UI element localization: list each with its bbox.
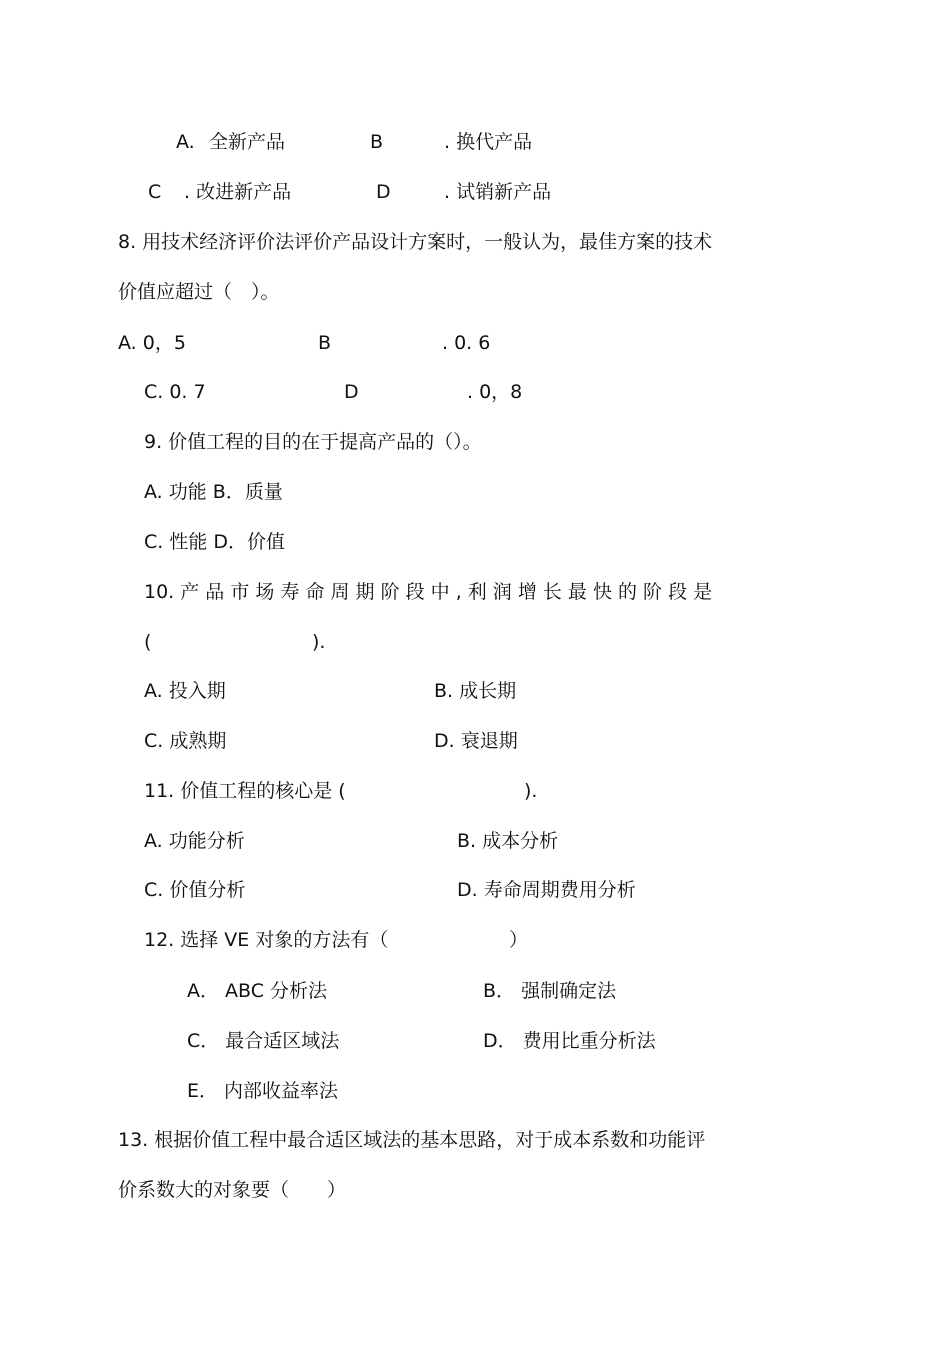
q9-stem: 9. 价值工程的目的在于提高产品的（）。 [144, 431, 482, 453]
q11-option-c: C. 价值分析 [144, 879, 246, 901]
q13-stem-line2: 价系数大的对象要（ ） [118, 1179, 347, 1201]
q9-options-cd: C. 性能 D．价值 [144, 531, 286, 553]
q10-option-a: A. 投入期 [144, 680, 226, 702]
q8-option-d-text: . 0，8 [467, 381, 523, 403]
q8-option-b-letter: B [318, 332, 332, 354]
q11-stem: 11. 价值工程的核心是 ( [144, 780, 346, 802]
q8-option-d-letter: D [344, 381, 359, 403]
q10-option-d: D. 衰退期 [434, 730, 518, 752]
q10-option-b: B. 成长期 [434, 680, 517, 702]
q8-option-c: C. 0. 7 [144, 381, 206, 403]
q12-stem: 12. 选择 VE 对象的方法有（ [144, 929, 389, 951]
q7-option-c-text: . 改进新产品 [184, 181, 292, 203]
q7-option-a-text: 全新产品 [209, 131, 286, 153]
q12-paren-close: ） [509, 929, 529, 951]
q7-option-b-text: . 换代产品 [444, 131, 533, 153]
q8-option-b-text: . 0. 6 [442, 332, 491, 354]
q10-paren-close: ). [312, 631, 326, 653]
q7-option-b-letter: B [370, 131, 384, 153]
q11-option-d: D. 寿命周期费用分析 [457, 879, 636, 901]
q10-paren-open: ( [144, 631, 152, 653]
q12-option-c: C． 最合适区域法 [187, 1030, 340, 1052]
q8-stem-line2: 价值应超过（ ）。 [118, 281, 280, 303]
q7-option-a-letter: A. [176, 131, 195, 153]
q12-option-e: E． 内部收益率法 [187, 1080, 339, 1102]
q13-stem-line1: 13. 根据价值工程中最合适区域法的基本思路，对于成本系数和功能评 [118, 1129, 706, 1151]
q7-option-d-text: . 试销新产品 [444, 181, 552, 203]
q12-option-d: D． 费用比重分析法 [483, 1030, 656, 1052]
q9-options-ab: A. 功能 B．质量 [144, 481, 283, 503]
q8-stem-line1: 8. 用技术经济评价法评价产品设计方案时，一般认为，最佳方案的技术 [118, 231, 713, 253]
q7-option-c-letter: C [148, 181, 162, 203]
q11-option-a: A. 功能分析 [144, 830, 245, 852]
q11-paren-close: ). [524, 780, 538, 802]
q12-option-b: B． 强制确定法 [483, 980, 617, 1002]
q7-option-d-letter: D [376, 181, 391, 203]
q10-option-c: C. 成熟期 [144, 730, 227, 752]
q11-option-b: B. 成本分析 [457, 830, 559, 852]
q12-option-a: A． ABC 分析法 [187, 980, 328, 1002]
q10-stem: 10. 产 品 市 场 寿 命 周 期 阶 段 中 , 利 润 增 长 最 快 的 阶 段 是 [144, 581, 713, 603]
q8-option-a: A. 0，5 [118, 332, 186, 354]
